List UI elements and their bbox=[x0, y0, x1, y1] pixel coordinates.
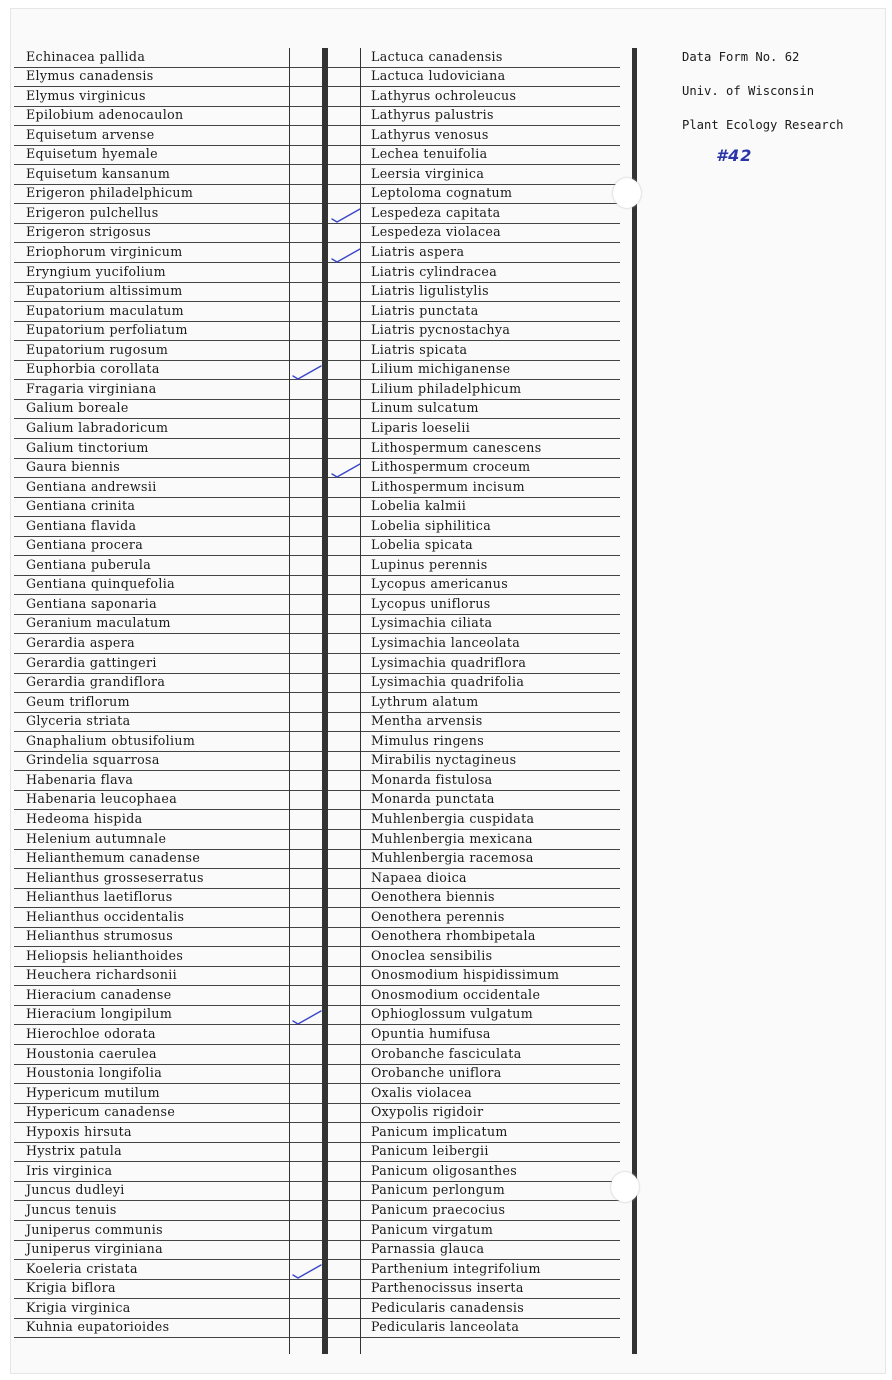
species-row bbox=[14, 1280, 325, 1300]
species-name: Gentiana saponaria bbox=[26, 595, 157, 611]
species-name: Lycopus americanus bbox=[371, 576, 509, 592]
species-name: Juniperus communis bbox=[26, 1221, 163, 1237]
species-row bbox=[14, 1221, 325, 1241]
species-name: Parthenium integrifolium bbox=[371, 1260, 541, 1276]
species-name: Elymus canadensis bbox=[26, 68, 154, 84]
species-name: Juncus dudleyi bbox=[26, 1182, 125, 1198]
species-row bbox=[310, 674, 620, 694]
species-name: Liatris pycnostachya bbox=[371, 322, 511, 338]
species-row bbox=[14, 947, 325, 967]
species-name: Oenothera biennis bbox=[371, 889, 495, 905]
species-name: Gentiana puberula bbox=[26, 556, 152, 572]
species-name: Juncus tenuis bbox=[26, 1201, 117, 1217]
species-row bbox=[14, 224, 325, 244]
species-row bbox=[310, 322, 620, 342]
species-row bbox=[310, 869, 620, 889]
species-name: Linum sulcatum bbox=[371, 400, 479, 416]
species-name: Eriophorum virginicum bbox=[26, 244, 183, 260]
species-name: Lysimachia ciliata bbox=[371, 615, 493, 631]
species-name: Glyceria striata bbox=[26, 713, 131, 729]
species-row bbox=[310, 967, 620, 987]
species-name: Gentiana quinquefolia bbox=[26, 576, 175, 592]
species-row bbox=[14, 635, 325, 655]
species-name: Erigeron pulchellus bbox=[26, 204, 159, 220]
species-row bbox=[14, 361, 325, 381]
species-row bbox=[14, 517, 325, 537]
species-row bbox=[14, 302, 325, 322]
species-row bbox=[14, 1065, 325, 1085]
species-row bbox=[310, 517, 620, 537]
species-name: Equisetum hyemale bbox=[26, 146, 158, 162]
species-row bbox=[14, 615, 325, 635]
species-row bbox=[310, 771, 620, 791]
species-row bbox=[310, 1045, 620, 1065]
species-name: Gerardia aspera bbox=[26, 635, 135, 651]
species-row bbox=[310, 1162, 620, 1182]
species-name: Mirabilis nyctagineus bbox=[371, 752, 517, 768]
species-row bbox=[310, 752, 620, 772]
species-row bbox=[14, 165, 325, 185]
species-name: Houstonia caerulea bbox=[26, 1045, 157, 1061]
species-row bbox=[310, 537, 620, 557]
species-name: Pedicularis lanceolata bbox=[371, 1319, 520, 1335]
species-row bbox=[310, 165, 620, 185]
species-row bbox=[14, 185, 325, 205]
species-row bbox=[14, 889, 325, 909]
species-name: Gnaphalium obtusifolium bbox=[26, 732, 196, 748]
species-row bbox=[310, 830, 620, 850]
species-row bbox=[14, 713, 325, 733]
species-row bbox=[14, 1319, 325, 1339]
species-name: Gentiana flavida bbox=[26, 517, 137, 533]
species-row bbox=[310, 478, 620, 498]
species-name: Helianthus laetiflorus bbox=[26, 889, 173, 905]
species-row bbox=[14, 1241, 325, 1261]
species-name: Lysimachia lanceolata bbox=[371, 635, 521, 651]
species-name: Euphorbia corollata bbox=[26, 361, 160, 377]
species-row bbox=[310, 1260, 620, 1280]
species-name: Liparis loeselii bbox=[371, 419, 471, 435]
species-name: Onosmodium hispidissimum bbox=[371, 967, 560, 983]
species-name: Helianthus strumosus bbox=[26, 928, 174, 944]
species-row bbox=[14, 498, 325, 518]
checkmark-icon[interactable] bbox=[331, 206, 361, 224]
species-name: Pedicularis canadensis bbox=[371, 1299, 525, 1315]
species-row bbox=[310, 595, 620, 615]
species-name: Gentiana crinita bbox=[26, 498, 136, 514]
punch-hole-top bbox=[613, 178, 641, 208]
species-name: Helianthemum canadense bbox=[26, 850, 201, 866]
species-name: Oenothera perennis bbox=[371, 908, 505, 924]
species-row bbox=[14, 556, 325, 576]
species-name: Ophioglossum vulgatum bbox=[371, 1006, 534, 1022]
species-row bbox=[14, 244, 325, 264]
center-thick-divider bbox=[322, 48, 328, 1354]
species-name: Galium labradoricum bbox=[26, 419, 169, 435]
species-row bbox=[14, 68, 325, 88]
species-row bbox=[310, 791, 620, 811]
species-row bbox=[310, 1299, 620, 1319]
species-row bbox=[310, 850, 620, 870]
species-name: Lupinus perennis bbox=[371, 556, 488, 572]
species-name: Habenaria leucophaea bbox=[26, 791, 178, 807]
species-row bbox=[310, 635, 620, 655]
species-name: Eupatorium maculatum bbox=[26, 302, 184, 318]
species-name: Helenium autumnale bbox=[26, 830, 167, 846]
species-row bbox=[310, 87, 620, 107]
species-row bbox=[310, 1084, 620, 1104]
species-name: Orobanche uniflora bbox=[371, 1065, 502, 1081]
species-row bbox=[310, 947, 620, 967]
species-name: Erigeron strigosus bbox=[26, 224, 152, 240]
species-row bbox=[310, 1182, 620, 1202]
species-row bbox=[310, 361, 620, 381]
species-name: Oxypolis rigidoir bbox=[371, 1104, 484, 1120]
species-name: Lycopus uniflorus bbox=[371, 595, 491, 611]
species-name: Heliopsis helianthoides bbox=[26, 947, 184, 963]
species-name: Lithospermum canescens bbox=[371, 439, 542, 455]
species-name: Krigia biflora bbox=[26, 1280, 116, 1296]
species-row bbox=[14, 928, 325, 948]
species-name: Grindelia squarrosa bbox=[26, 752, 160, 768]
species-name: Onosmodium occidentale bbox=[371, 986, 541, 1002]
species-row bbox=[14, 771, 325, 791]
species-row bbox=[310, 126, 620, 146]
species-name: Lathyrus palustris bbox=[371, 107, 494, 123]
species-row bbox=[14, 1299, 325, 1319]
species-name: Lilium michiganense bbox=[371, 361, 511, 377]
species-row bbox=[310, 1319, 620, 1339]
species-row bbox=[14, 1201, 325, 1221]
species-name: Lathyrus venosus bbox=[371, 126, 489, 142]
form-number: Data Form No. 62 bbox=[682, 50, 800, 64]
species-name: Mentha arvensis bbox=[371, 713, 483, 729]
species-row bbox=[310, 400, 620, 420]
species-name: Kuhnia eupatorioides bbox=[26, 1319, 170, 1335]
species-row bbox=[14, 1143, 325, 1163]
species-row bbox=[310, 1123, 620, 1143]
species-row bbox=[310, 302, 620, 322]
species-row bbox=[310, 419, 620, 439]
species-row bbox=[310, 1143, 620, 1163]
species-row bbox=[14, 869, 325, 889]
species-row bbox=[14, 850, 325, 870]
species-name: Gentiana procera bbox=[26, 537, 144, 553]
species-row bbox=[14, 810, 325, 830]
species-row bbox=[14, 967, 325, 987]
species-name: Krigia virginica bbox=[26, 1299, 131, 1315]
species-name: Muhlenbergia mexicana bbox=[371, 830, 533, 846]
species-name: Equisetum arvense bbox=[26, 126, 155, 142]
species-row bbox=[14, 341, 325, 361]
checkmark-icon[interactable] bbox=[331, 246, 361, 264]
species-name: Geranium maculatum bbox=[26, 615, 171, 631]
species-row bbox=[14, 908, 325, 928]
species-row bbox=[14, 791, 325, 811]
species-name: Panicum leibergii bbox=[371, 1143, 489, 1159]
species-name: Leptoloma cognatum bbox=[371, 185, 513, 201]
species-row bbox=[310, 908, 620, 928]
species-row bbox=[14, 459, 325, 479]
species-name: Erigeron philadelphicum bbox=[26, 185, 194, 201]
handwritten-form-number: #42 bbox=[716, 146, 753, 165]
species-row bbox=[14, 283, 325, 303]
species-name: Galium tinctorium bbox=[26, 439, 149, 455]
left-check-column-divider bbox=[289, 48, 290, 1354]
punch-hole-bottom bbox=[611, 1172, 639, 1202]
species-name: Hieracium canadense bbox=[26, 986, 172, 1002]
species-row bbox=[310, 654, 620, 674]
species-row bbox=[310, 439, 620, 459]
species-name: Eupatorium altissimum bbox=[26, 283, 183, 299]
species-row bbox=[14, 107, 325, 127]
species-row bbox=[14, 1260, 325, 1280]
species-row bbox=[310, 810, 620, 830]
species-row bbox=[14, 48, 325, 68]
species-name: Napaea dioica bbox=[371, 869, 467, 885]
species-row bbox=[310, 1026, 620, 1046]
species-row bbox=[310, 224, 620, 244]
right-thick-border bbox=[632, 48, 637, 1354]
species-row bbox=[14, 595, 325, 615]
species-name: Eupatorium rugosum bbox=[26, 341, 169, 357]
species-row bbox=[14, 752, 325, 772]
species-name: Lathyrus ochroleucus bbox=[371, 87, 517, 103]
species-row bbox=[310, 341, 620, 361]
species-row bbox=[14, 576, 325, 596]
species-name: Panicum perlongum bbox=[371, 1182, 505, 1198]
species-row bbox=[310, 1241, 620, 1261]
species-name: Lespedeza capitata bbox=[371, 204, 501, 220]
species-name: Juniperus virginiana bbox=[26, 1241, 163, 1257]
species-name: Lysimachia quadrifolia bbox=[371, 674, 525, 690]
department-name: Plant Ecology Research bbox=[682, 118, 844, 132]
species-name: Galium boreale bbox=[26, 400, 129, 416]
species-name: Gaura biennis bbox=[26, 459, 121, 475]
species-row bbox=[310, 576, 620, 596]
species-name: Gentiana andrewsii bbox=[26, 478, 157, 494]
species-name: Monarda fistulosa bbox=[371, 771, 493, 787]
species-name: Panicum virgatum bbox=[371, 1221, 494, 1237]
species-row bbox=[310, 713, 620, 733]
species-row bbox=[310, 283, 620, 303]
species-row bbox=[14, 732, 325, 752]
species-name: Parnassia glauca bbox=[371, 1241, 485, 1257]
species-name: Parthenocissus inserta bbox=[371, 1280, 524, 1296]
species-name: Lilium philadelphicum bbox=[371, 380, 522, 396]
species-name: Lechea tenuifolia bbox=[371, 146, 488, 162]
species-row bbox=[14, 478, 325, 498]
species-row bbox=[14, 1182, 325, 1202]
species-row bbox=[14, 322, 325, 342]
species-row bbox=[310, 185, 620, 205]
species-row bbox=[14, 1162, 325, 1182]
species-row bbox=[310, 889, 620, 909]
species-name: Hedeoma hispida bbox=[26, 810, 143, 826]
species-name: Panicum praecocius bbox=[371, 1201, 506, 1217]
species-row bbox=[14, 204, 325, 224]
species-row bbox=[310, 1280, 620, 1300]
species-name: Lactuca ludoviciana bbox=[371, 68, 506, 84]
species-name: Gerardia gattingeri bbox=[26, 654, 157, 670]
species-name: Liatris aspera bbox=[371, 244, 465, 260]
species-name: Equisetum kansanum bbox=[26, 165, 171, 181]
species-name: Eryngium yucifolium bbox=[26, 263, 166, 279]
species-row bbox=[310, 1104, 620, 1124]
species-name: Hieracium longipilum bbox=[26, 1006, 173, 1022]
species-name: Opuntia humifusa bbox=[371, 1026, 491, 1042]
species-name: Lactuca canadensis bbox=[371, 48, 503, 64]
species-name: Helianthus grosseserratus bbox=[26, 869, 204, 885]
species-name: Iris virginica bbox=[26, 1162, 113, 1178]
species-row bbox=[310, 1065, 620, 1085]
species-row bbox=[14, 263, 325, 283]
species-row bbox=[14, 146, 325, 166]
species-name: Hierochloe odorata bbox=[26, 1026, 156, 1042]
species-row bbox=[14, 380, 325, 400]
checkmark-icon[interactable] bbox=[331, 461, 361, 479]
species-row bbox=[14, 1104, 325, 1124]
species-row bbox=[310, 263, 620, 283]
species-row bbox=[14, 830, 325, 850]
species-row bbox=[310, 1221, 620, 1241]
species-row bbox=[310, 986, 620, 1006]
species-row bbox=[14, 1084, 325, 1104]
species-row bbox=[310, 732, 620, 752]
species-name: Liatris punctata bbox=[371, 302, 479, 318]
species-row bbox=[14, 986, 325, 1006]
species-name: Oenothera rhombipetala bbox=[371, 928, 536, 944]
species-name: Koeleria cristata bbox=[26, 1260, 138, 1276]
species-row bbox=[14, 1123, 325, 1143]
right-check-column-divider bbox=[360, 48, 361, 1354]
species-name: Onoclea sensibilis bbox=[371, 947, 493, 963]
species-name: Fragaria virginiana bbox=[26, 380, 157, 396]
species-name: Liatris spicata bbox=[371, 341, 468, 357]
species-name: Heuchera richardsonii bbox=[26, 967, 178, 983]
species-name: Muhlenbergia cuspidata bbox=[371, 810, 535, 826]
species-name: Houstonia longifolia bbox=[26, 1065, 163, 1081]
species-name: Lespedeza violacea bbox=[371, 224, 502, 240]
species-name: Liatris cylindracea bbox=[371, 263, 498, 279]
species-name: Muhlenbergia racemosa bbox=[371, 850, 534, 866]
species-row bbox=[310, 498, 620, 518]
species-row bbox=[310, 68, 620, 88]
species-name: Monarda punctata bbox=[371, 791, 495, 807]
university-name: Univ. of Wisconsin bbox=[682, 84, 815, 98]
species-row bbox=[310, 928, 620, 948]
species-row bbox=[14, 1006, 325, 1026]
species-name: Echinacea pallida bbox=[26, 48, 146, 64]
species-row bbox=[14, 693, 325, 713]
species-row bbox=[310, 1006, 620, 1026]
species-name: Eupatorium perfoliatum bbox=[26, 322, 188, 338]
species-row bbox=[310, 556, 620, 576]
species-name: Lobelia kalmii bbox=[371, 498, 467, 514]
species-row bbox=[14, 674, 325, 694]
species-row bbox=[310, 693, 620, 713]
species-row bbox=[14, 654, 325, 674]
species-row bbox=[310, 48, 620, 68]
species-name: Elymus virginicus bbox=[26, 87, 146, 103]
form-header bbox=[682, 50, 843, 152]
species-name: Liatris ligulistylis bbox=[371, 283, 489, 299]
species-name: Lysimachia quadriflora bbox=[371, 654, 527, 670]
species-name: Lythrum alatum bbox=[371, 693, 479, 709]
species-name: Lithospermum croceum bbox=[371, 459, 531, 475]
species-row bbox=[14, 126, 325, 146]
species-name: Mimulus ringens bbox=[371, 732, 485, 748]
species-name: Habenaria flava bbox=[26, 771, 134, 787]
species-name: Oxalis violacea bbox=[371, 1084, 472, 1100]
species-name: Leersia virginica bbox=[371, 165, 485, 181]
species-row bbox=[310, 107, 620, 127]
species-name: Lobelia siphilitica bbox=[371, 517, 492, 533]
species-name: Lobelia spicata bbox=[371, 537, 473, 553]
species-row bbox=[14, 419, 325, 439]
species-row bbox=[310, 615, 620, 635]
species-name: Hypericum mutilum bbox=[26, 1084, 160, 1100]
species-row bbox=[14, 439, 325, 459]
species-row bbox=[14, 87, 325, 107]
species-name: Hypericum canadense bbox=[26, 1104, 176, 1120]
species-row bbox=[310, 1201, 620, 1221]
species-name: Panicum oligosanthes bbox=[371, 1162, 518, 1178]
species-name: Epilobium adenocaulon bbox=[26, 107, 184, 123]
species-name: Hypoxis hirsuta bbox=[26, 1123, 132, 1139]
species-name: Helianthus occidentalis bbox=[26, 908, 185, 924]
species-row bbox=[310, 380, 620, 400]
species-row bbox=[14, 400, 325, 420]
species-row bbox=[14, 1026, 325, 1046]
species-name: Panicum implicatum bbox=[371, 1123, 508, 1139]
species-name: Gerardia grandiflora bbox=[26, 674, 166, 690]
species-name: Geum triflorum bbox=[26, 693, 130, 709]
species-row bbox=[14, 537, 325, 557]
species-name: Hystrix patula bbox=[26, 1143, 122, 1159]
species-row bbox=[14, 1045, 325, 1065]
species-name: Orobanche fasciculata bbox=[371, 1045, 522, 1061]
species-name: Lithospermum incisum bbox=[371, 478, 525, 494]
species-row bbox=[310, 146, 620, 166]
